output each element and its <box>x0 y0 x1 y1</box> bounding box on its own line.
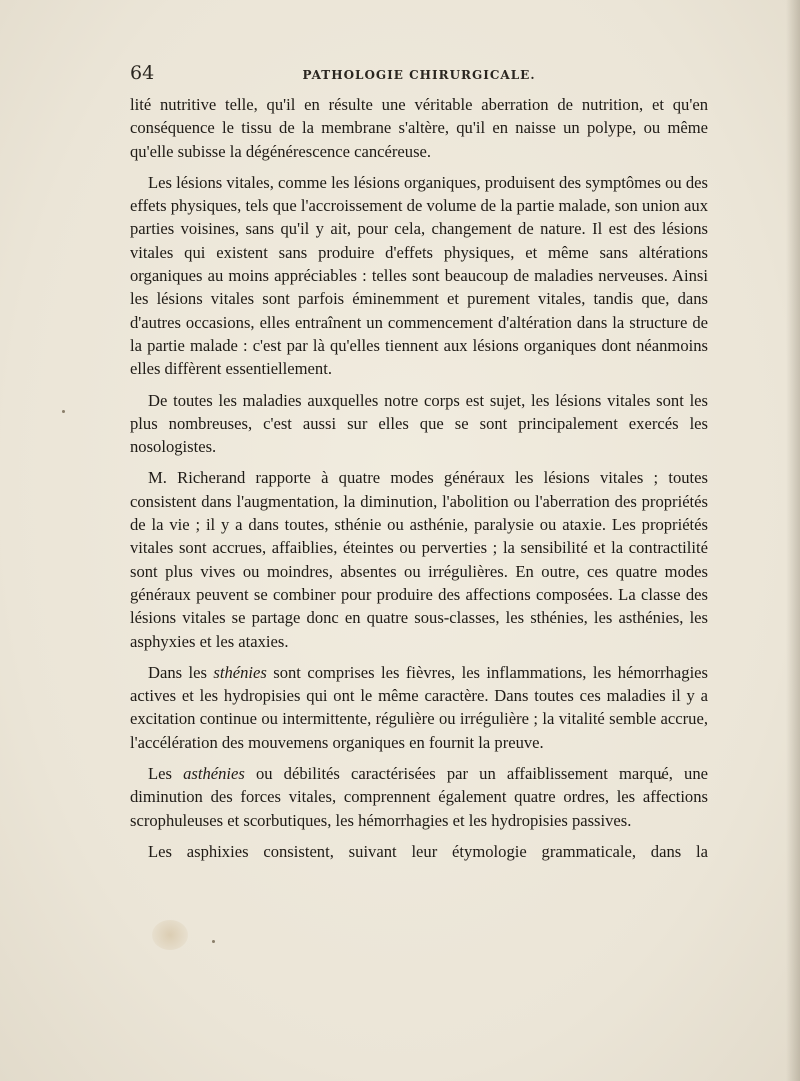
paragraph: Les lésions vitales, comme les lésions organiques, produisent des symptômes ou des effets physiques, tels que l'accroissement de volume de la partie malade, son union aux parties voisines, sans qu'il y ait, pour cela, changement de nature. Il est des lésions vitales qui existent sans produire d'effets physiques, et même sans altérations organiques au moins appréciables : telles sont beaucoup de maladies nerveuses. Ainsi les lésions vitales sont parfois éminemment et purement vitales, tandis que, dans d'autres occasions, elles entraînent un commencement d'altération dans la structure de la partie malade : c'est par là qu'elles tiennent aux lésions organiques dont néanmoins elles diffèrent essentiellement. <box>130 172 708 379</box>
italic-term: asthénies <box>183 764 245 784</box>
page-edge-shadow <box>786 0 800 1081</box>
page-number: 64 <box>130 62 155 84</box>
body-text <box>130 93 708 871</box>
paragraph-text: Dans les <box>148 662 214 682</box>
paper-stain <box>152 920 188 950</box>
paragraph: De toutes les maladies auxquelles notre corps est sujet, les lésions vitales sont les plus nombreuses, c'est aussi sur elles que se sont principalement exercés les nosologistes. <box>130 390 708 457</box>
paragraph: lité nutritive telle, qu'il en résulte une véritable aberration de nutrition, et qu'en conséquence le tissu de la membrane s'altère, qu'il en naisse un polype, ou même qu'elle subisse la dégénérescence cancéreuse. <box>130 95 708 161</box>
paragraph-text: Les <box>148 764 184 784</box>
paragraph-text: ou débilités caractérisées par un affaiblissement marqué, une diminution des forces vitales, comprennent également quatre ordres, les affections scrophuleuses et scorbutiques, les hémorrhagies et les hydropisies passives. <box>130 764 709 830</box>
paragraph <box>130 661 708 754</box>
running-head: PATHOLOGIE CHIRURGICALE. <box>302 68 536 82</box>
paragraph <box>130 762 708 832</box>
italic-term: sthénies <box>213 662 267 682</box>
paragraph: Les asphixies consistent, suivant leur étymologie grammaticale, dans la <box>148 841 708 861</box>
paper-speck <box>212 940 215 943</box>
paragraph: M. Richerand rapporte à quatre modes généraux les lésions vitales ; toutes consistent dans l'augmentation, la diminution, l'abolition ou l'aberration des propriétés de la vie ; il y a dans toutes, sthénie ou asthénie, paralysie ou ataxie. Les propriétés vitales sont accrues, affaiblies, éteintes ou perverties ; la sensibilité et la contractilité sont plus vives ou moindres, absentes ou irrégulières. En outre, ces quatre modes généraux peuvent se combiner pour produire des affections composées. La classe des lésions vitales se partage donc en quatre sous-classes, les sthénies, les asthénies, les asphyxies et les ataxies. <box>130 468 708 651</box>
page-header <box>130 62 708 90</box>
paper-speck <box>62 410 65 413</box>
paragraph-text: sont comprises les fièvres, les inflammations, les hémorrhagies actives et les hydropisies qui ont le même caractère. Dans toutes ces maladies il y a excitation continue ou intermittente, régulière ou irrégulière ; la vitalité semble accrue, l'accélération des mouvemens organiques en fournit la preuve. <box>130 662 708 752</box>
